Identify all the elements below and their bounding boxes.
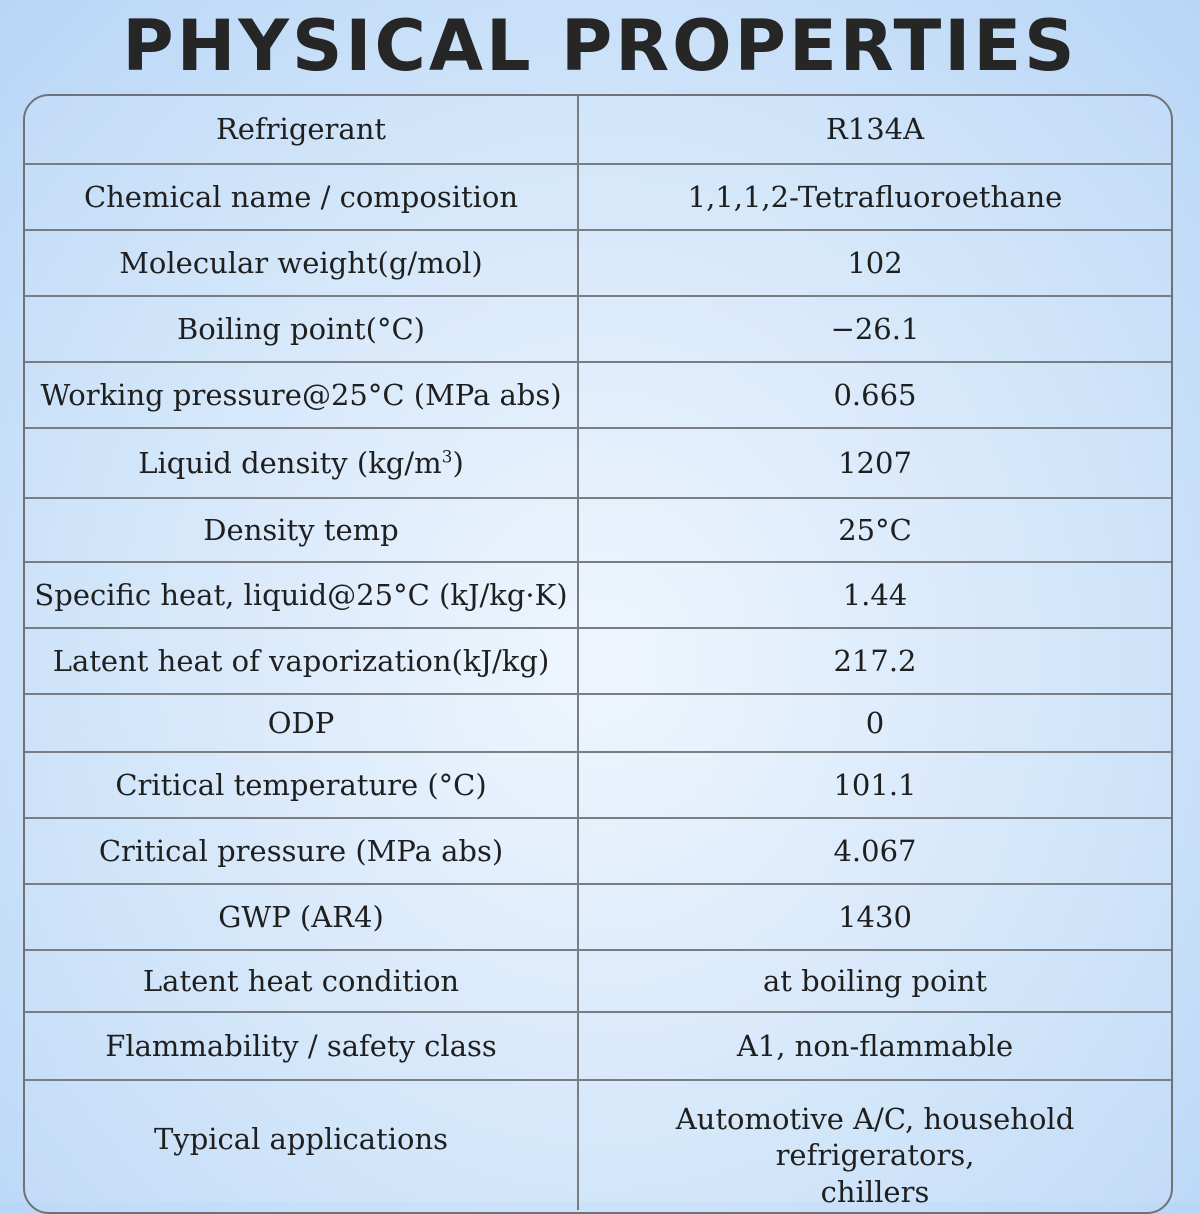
property-molecular-weight: Molecular weight(g/mol) xyxy=(25,230,578,296)
liquid-density-superscript: 3 xyxy=(441,447,453,468)
value-liquid-density: 1207 xyxy=(578,428,1171,498)
value-latent-heat: 217.2 xyxy=(578,628,1171,694)
value-density-temp: 25°C xyxy=(578,498,1171,562)
property-refrigerant: Refrigerant xyxy=(25,96,578,164)
property-typical-applications: Typical applications xyxy=(25,1080,578,1210)
table-row xyxy=(25,164,1171,230)
value-gwp: 1430 xyxy=(578,884,1171,950)
property-critical-temperature: Critical temperature (°C) xyxy=(25,752,578,818)
property-critical-pressure: Critical pressure (MPa abs) xyxy=(25,818,578,884)
table-row xyxy=(25,628,1171,694)
property-working-pressure: Working pressure@25°C (MPa abs) xyxy=(25,362,578,428)
value-boiling-point: −26.1 xyxy=(578,296,1171,362)
liquid-density-label-end: ) xyxy=(452,445,464,480)
property-liquid-density xyxy=(25,428,578,498)
table-row xyxy=(25,1080,1171,1210)
value-latent-heat-condition: at boiling point xyxy=(578,950,1171,1012)
property-specific-heat: Specific heat, liquid@25°C (kJ/kg·K) xyxy=(25,562,578,628)
property-chemical-name: Chemical name / composition xyxy=(25,164,578,230)
page-title: PHYSICAL PROPERTIES xyxy=(122,5,1078,87)
value-flammability: A1, non-flammable xyxy=(578,1012,1171,1080)
table-row xyxy=(25,428,1171,498)
table-row xyxy=(25,362,1171,428)
table-row xyxy=(25,562,1171,628)
table-row xyxy=(25,950,1171,1012)
table-row xyxy=(25,96,1171,164)
value-critical-temperature: 101.1 xyxy=(578,752,1171,818)
table-row xyxy=(25,498,1171,562)
value-molecular-weight: 102 xyxy=(578,230,1171,296)
table-row xyxy=(25,818,1171,884)
table-row xyxy=(25,884,1171,950)
value-odp: 0 xyxy=(578,694,1171,752)
property-gwp: GWP (AR4) xyxy=(25,884,578,950)
property-density-temp: Density temp xyxy=(25,498,578,562)
property-odp: ODP xyxy=(25,694,578,752)
value-critical-pressure: 4.067 xyxy=(578,818,1171,884)
applications-line-1: Automotive A/C, household refrigerators, xyxy=(675,1102,1075,1173)
table-row xyxy=(25,230,1171,296)
value-typical-applications xyxy=(578,1080,1171,1210)
table-row xyxy=(25,1012,1171,1080)
property-latent-heat-condition: Latent heat condition xyxy=(25,950,578,1012)
value-chemical-name: 1,1,1,2-Tetrafluoroethane xyxy=(578,164,1171,230)
liquid-density-label: Liquid density (kg/m xyxy=(138,445,442,480)
table-row xyxy=(25,752,1171,818)
property-latent-heat: Latent heat of vaporization(kJ/kg) xyxy=(25,628,578,694)
table-row xyxy=(25,296,1171,362)
table-row xyxy=(25,694,1171,752)
applications-line-2: chillers xyxy=(820,1174,930,1209)
value-working-pressure: 0.665 xyxy=(578,362,1171,428)
value-refrigerant: R134A xyxy=(578,96,1171,164)
property-flammability: Flammability / safety class xyxy=(25,1012,578,1080)
property-boiling-point: Boiling point(°C) xyxy=(25,296,578,362)
value-specific-heat: 1.44 xyxy=(578,562,1171,628)
properties-table xyxy=(23,94,1173,1214)
